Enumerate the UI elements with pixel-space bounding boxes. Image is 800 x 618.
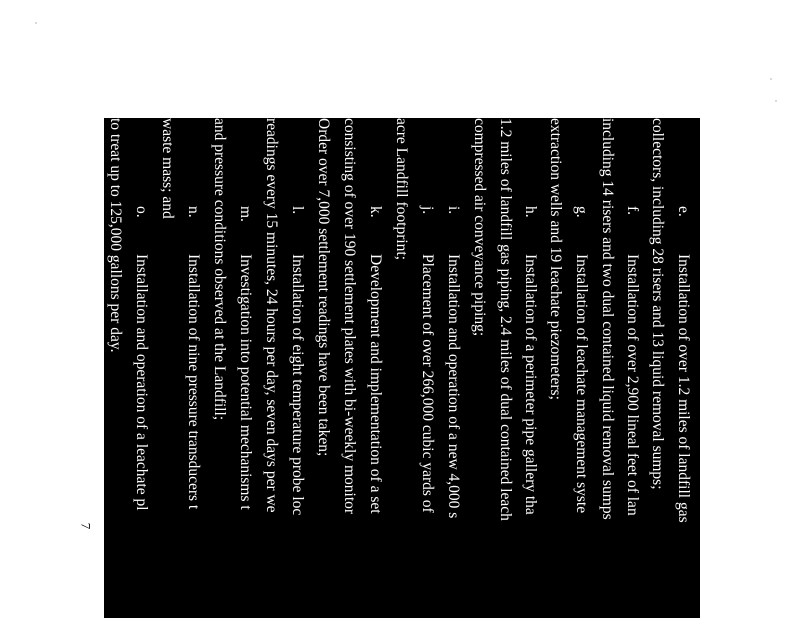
item-label: k. xyxy=(367,206,384,218)
text-line xyxy=(519,206,541,515)
text-line xyxy=(390,118,412,260)
line-text: Placement of over 266,000 cubic yards of xyxy=(419,254,436,513)
page-number: 7 xyxy=(78,522,94,530)
line-text: 1.2 miles of landfill gas piping, 2.4 miles of dual contained leach xyxy=(497,118,514,521)
text-line xyxy=(260,118,282,513)
item-label: h. xyxy=(522,206,539,218)
page-text xyxy=(104,118,700,618)
text-line xyxy=(130,206,152,511)
text-line xyxy=(364,206,386,514)
item-label: e. xyxy=(675,206,692,217)
line-text: Installation of a perimeter pipe gallery tha xyxy=(522,254,539,515)
line-text: Installation of leachate management syste xyxy=(573,254,590,514)
line-text: collectors, including 28 risers and 13 liquid removal sumps; xyxy=(649,118,666,490)
line-text: Installation of over 1.2 miles of landfill gas xyxy=(675,254,692,523)
line-text: Installation of over 2,900 lineal feet of lan xyxy=(624,254,641,516)
text-line xyxy=(621,206,643,516)
line-text: Installation of eight temperature probe loc xyxy=(289,254,306,516)
line-text: extraction wells and 19 leachate piezometers; xyxy=(547,118,564,400)
scan-speck xyxy=(770,78,772,80)
text-line xyxy=(416,206,438,513)
text-line xyxy=(104,118,126,352)
line-text: acre Landfill footprint; xyxy=(393,118,410,261)
line-text: consisting of over 190 settlement plates with bi-weekly monitor xyxy=(341,118,358,515)
scan-speck xyxy=(35,22,37,24)
line-text: Installation and operation of a leachate pl xyxy=(133,254,150,511)
text-line xyxy=(570,206,592,513)
item-label: f. xyxy=(624,206,641,216)
item-label: m. xyxy=(237,206,254,222)
line-text: Installation and operation of a new 4,000 s xyxy=(445,254,462,519)
line-text: and pressure conditions observed at the Landfill; xyxy=(211,118,228,421)
text-line xyxy=(596,118,618,520)
line-text: waste mass; and xyxy=(159,118,176,219)
item-label: g. xyxy=(573,206,590,218)
line-text: Installation of nine pressure transducers t xyxy=(185,254,202,510)
line-text: to treat up to 125,000 gallons per day. xyxy=(107,118,124,353)
scan-speck xyxy=(775,100,777,102)
item-label: n. xyxy=(185,206,202,218)
line-text: Investigation into potential mechanisms t xyxy=(237,254,254,510)
text-line xyxy=(156,118,178,219)
text-line xyxy=(494,118,516,521)
item-label: o. xyxy=(133,206,150,218)
item-label: i. xyxy=(445,206,462,215)
item-label: j. xyxy=(419,206,436,215)
line-text: readings every 15 minutes, 24 hours per day, seven days per we xyxy=(263,118,280,513)
line-text: Development and implementation of a set xyxy=(367,254,384,514)
text-line xyxy=(208,118,230,420)
item-label: l. xyxy=(289,206,306,215)
text-line xyxy=(312,118,334,456)
scanned-page xyxy=(104,118,700,618)
line-text: compressed air conveyance piping; xyxy=(471,118,488,337)
text-line xyxy=(338,118,360,514)
text-line xyxy=(672,206,694,523)
text-line xyxy=(234,206,256,510)
text-line xyxy=(286,206,308,515)
text-line xyxy=(442,206,464,518)
text-line xyxy=(468,118,490,336)
line-text: Order over 7,000 settlement readings have been taken; xyxy=(315,118,332,457)
text-line xyxy=(182,206,204,509)
line-text: including 14 risers and two dual contained liquid removal sumps xyxy=(599,118,616,520)
text-line xyxy=(544,118,566,400)
text-line xyxy=(646,118,668,490)
